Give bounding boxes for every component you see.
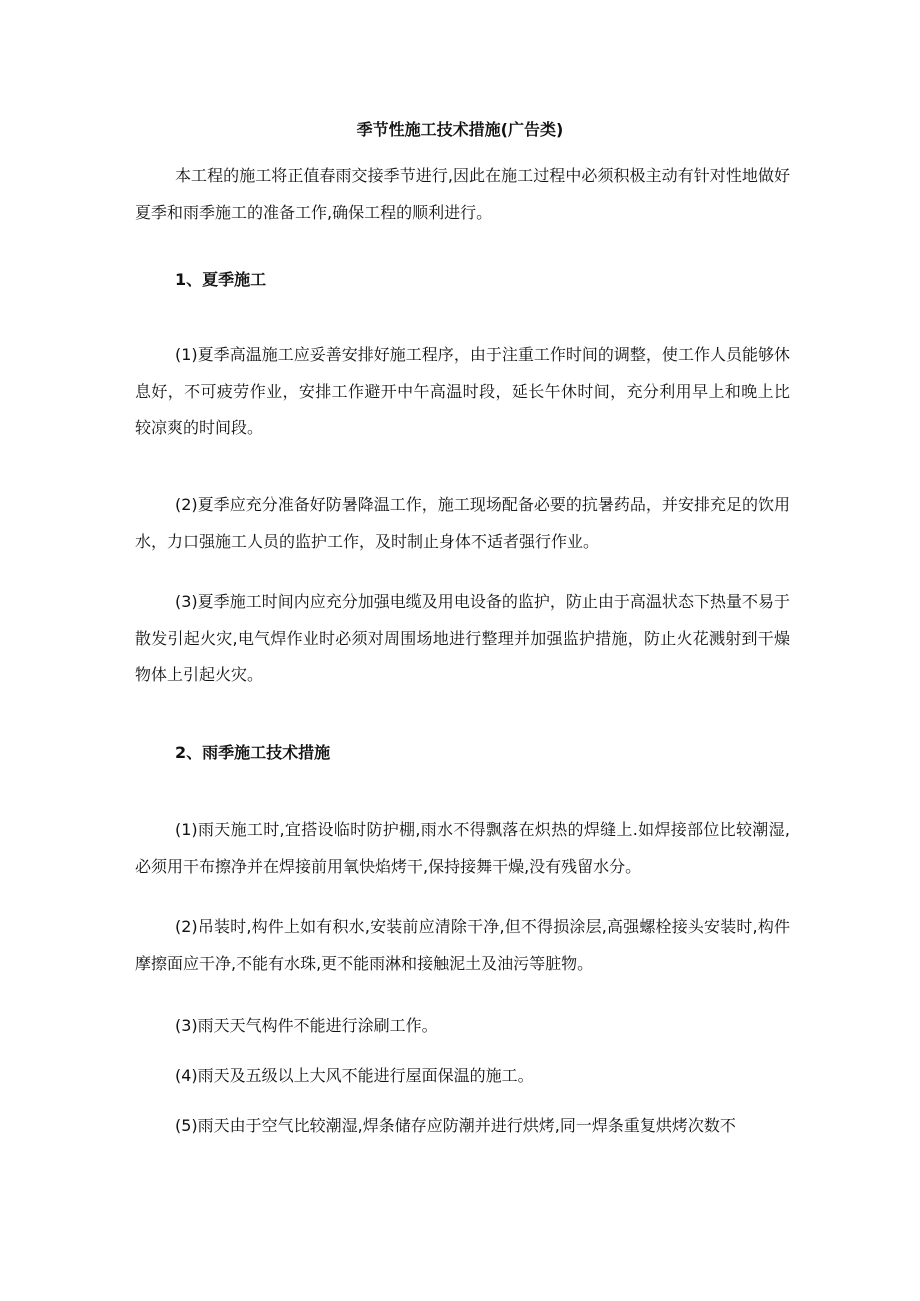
rainy-item-4: (4)雨天及五级以上大风不能进行屋面保温的施工。	[175, 1066, 534, 1085]
summer-item-1: (1)夏季高温施工应妥善安排好施工程序，由于注重工作时间的调整，使工作人员能够休息好，不可疲劳作业，安排工作避开中午高温时段，延长午休时间，充分利用早上和晚上比较凉爽的时间段。	[135, 345, 790, 437]
rainy-item-3: (3)雨天天气构件不能进行涂刷工作。	[175, 1016, 438, 1035]
summer-item-3: (3)夏季施工时间内应充分加强电缆及用电设备的监护，防止由于高温状态下热量不易于散发引起火灾,电气焊作业时必须对周围场地进行整理并加强监护措施，防止火花溅射到干燥物体上引起火灾。	[135, 592, 790, 684]
rainy-item-5: (5)雨天由于空气比较潮湿,焊条储存应防潮并进行烘烤,同一焊条重复烘烤次数不	[175, 1116, 736, 1135]
section-heading-summer: 1、夏季施工	[175, 270, 267, 289]
rainy-item-1: (1)雨天施工时,宜搭设临时防护棚,雨水不得飘落在炽热的焊缝上.如焊接部位比较潮湿,必须用干布擦净并在焊接前用氧快焰烤干,保持接舞干燥,没有残留水分。	[135, 820, 790, 876]
summer-item-2: (2)夏季应充分准备好防暑降温工作，施工现场配备必要的抗暑药品，并安排充足的饮用水，力口强施工人员的监护工作，及时制止身体不适者强行作业。	[135, 495, 790, 551]
document-title: 季节性施工技术措施(广告类)	[356, 120, 564, 139]
intro-paragraph: 本工程的施工将正值春雨交接季节进行,因此在施工过程中必须积极主动有针对性地做好夏季和雨季施工的准备工作,确保工程的顺利进行。	[135, 166, 790, 222]
section-heading-rainy: 2、雨季施工技术措施	[175, 743, 331, 762]
rainy-item-2: (2)吊装时,构件上如有积水,安装前应清除干净,但不得损涂层,高强螺栓接头安装时,构件摩擦面应干净,不能有水珠,更不能雨淋和接触泥土及油污等脏物。	[135, 917, 790, 973]
